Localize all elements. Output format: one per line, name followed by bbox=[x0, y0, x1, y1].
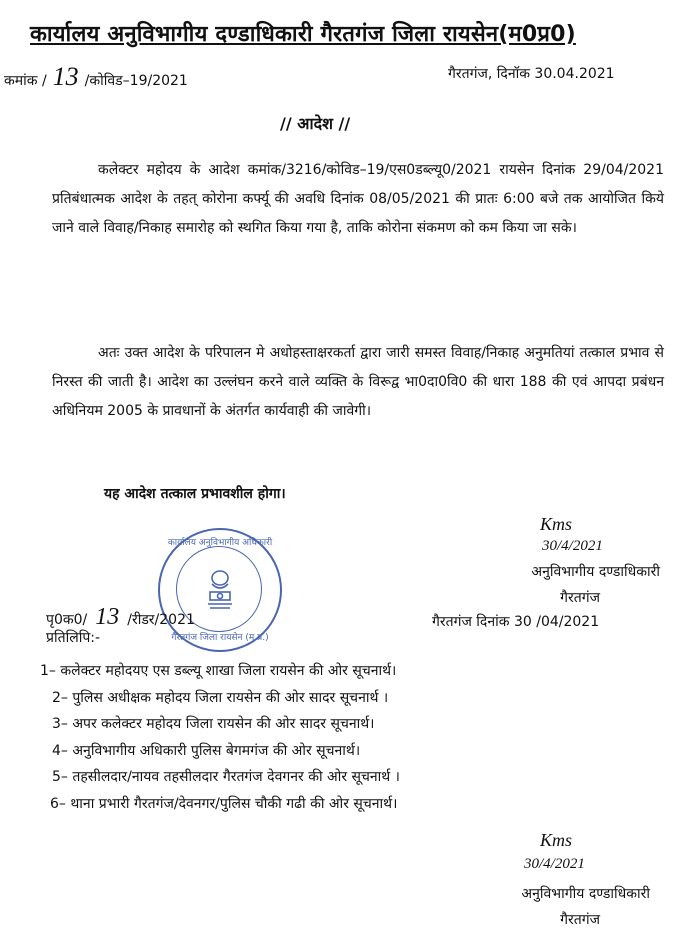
copy-list-item: 3– अपर कलेक्टर महोदय जिला रायसेन की ओर सादर सूचनार्थ। bbox=[52, 716, 375, 733]
signature-date: 30/4/2021 bbox=[542, 538, 603, 554]
seal-top-text: कार्यालय अनुविभागीय अधिकारी bbox=[167, 538, 273, 548]
copy-list-item: 4– अनुविभागीय अधिकारी पुलिस बेगमगंज की ओर सूचनार्थ। bbox=[52, 742, 361, 759]
signatory-place: गैरतगंज bbox=[560, 590, 600, 606]
copy-heading: प्रतिलिपि:- bbox=[46, 630, 101, 646]
seal-bottom-text: गैरतगंज जिला रायसेन (म.प्र.) bbox=[171, 633, 269, 643]
copy-list-item: 2– पुलिस अधीक्षक महोदय जिला रायसेन की ओर सादर सूचनार्थ । bbox=[52, 689, 389, 706]
ref-suffix: /कोविड–19/2021 bbox=[84, 73, 188, 89]
ref-prefix: कमांक / bbox=[4, 73, 47, 89]
signatory-place-2: गैरतगंज bbox=[560, 912, 600, 928]
copy-list bbox=[40, 658, 400, 818]
signature-scribble-2: Kms bbox=[540, 830, 573, 850]
signature-scribble: Kms bbox=[540, 514, 573, 534]
paragraph-2 bbox=[52, 339, 664, 426]
effective-statement: यह आदेश तत्काल प्रभावशील होगा। bbox=[104, 486, 286, 502]
signature-date-2: 30/4/2021 bbox=[524, 856, 585, 872]
ref-number: 13 bbox=[52, 62, 79, 91]
endorsement-reference bbox=[46, 604, 195, 631]
endorsement-prefix: पृ0क0/ bbox=[46, 612, 88, 628]
office-seal bbox=[158, 528, 282, 652]
place-date: गैरतगंज, दिनॉक 30.04.2021 bbox=[448, 66, 615, 82]
signatory-designation: अनुविभागीय दण्डाधिकारी bbox=[531, 564, 660, 580]
copy-list-item: 1– कलेक्टर महोदयए एस डब्ल्यू शाखा जिला रायसेन की ओर सूचनार्थ। bbox=[40, 663, 397, 679]
page-title: कार्यालय अनुविभागीय दण्डाधिकारी गैरतगंज जिला रायसेन(म0प्र0) bbox=[30, 22, 576, 47]
signatory-designation-2: अनुविभागीय दण्डाधिकारी bbox=[521, 886, 650, 902]
copy-list-item: 6– थाना प्रभारी गैरतगंज/देवनगर/पुलिस चौकी गढी की ओर सूचनार्थ। bbox=[50, 795, 398, 812]
endorsement-place-date: गैरतगंज दिनांक 30 /04/2021 bbox=[432, 614, 600, 630]
paragraph-1-text: कलेक्टर महोदय के आदेश कमांक/3216/कोविड–19/एस0डब्ल्यू0/2021 रायसेन दिनांक 29/04/2021 प्रतिबंधात्मक आदेश के तहत् कोरोना कर्फ्यू की अवधि दिनांक 08/05/2021 की प्रातः 6:00 बजे तक आयोजित किये जाने वाले विवाह/निकाह समारोह को स्थगित किया गया है, ताकि कोरोना संकमण को कम किया जा सके। bbox=[52, 162, 664, 236]
order-heading: // आदेश // bbox=[280, 114, 351, 133]
national-emblem-icon bbox=[204, 568, 236, 612]
copy-list-item: 5– तहसीलदार/नायव तहसीलदार गैरतगंज देवगनर की ओर सूचनार्थ । bbox=[52, 769, 400, 786]
paragraph-1 bbox=[52, 156, 664, 243]
endorsement-suffix: /रीडर/2021 bbox=[127, 612, 195, 628]
endorsement-number: 13 bbox=[95, 604, 120, 630]
order-reference bbox=[4, 62, 188, 92]
paragraph-2-text: अतः उक्त आदेश के परिपालन मे अधोहस्ताक्षरकर्ता द्वारा जारी समस्त विवाह/निकाह अनुमतियां तत्काल प्रभाव से निरस्त की जाती है। आदेश का उल्लंघन करने वाले व्यक्ति के विरूद्व भा0दा0वि0 की धारा 188 की एवं आपदा प्रबंधन अधिनियम 2005 के प्रावधानों के अंतर्गत कार्यवाही की जावेगी। bbox=[52, 345, 664, 419]
